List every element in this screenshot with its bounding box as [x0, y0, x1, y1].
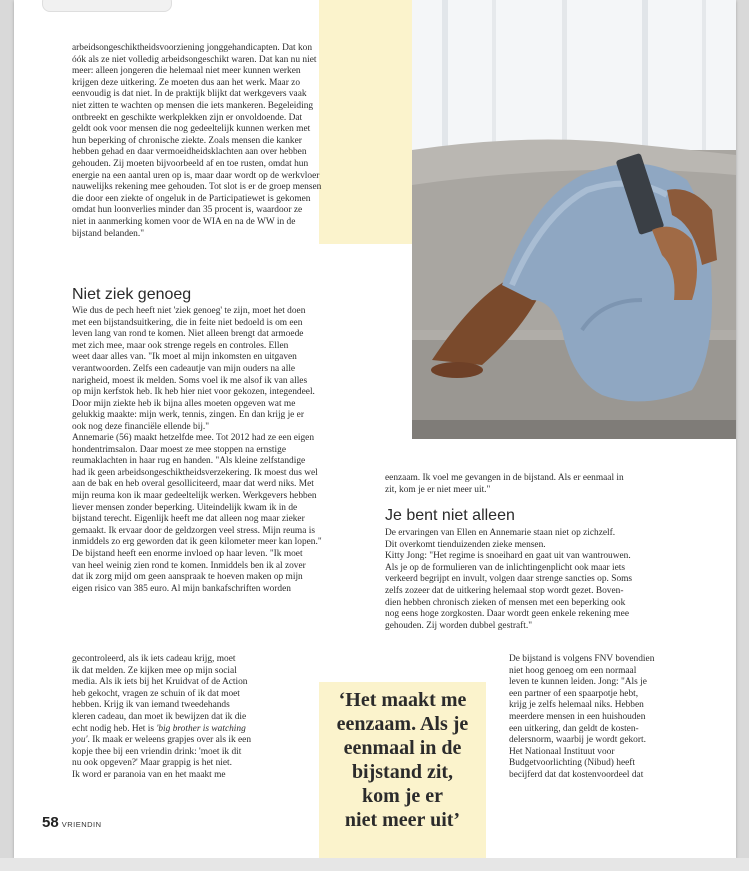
page-tab-decoration: [42, 0, 172, 12]
article-paragraph-ellen: Wie dus de pech heeft niet 'ziek genoeg' te zijn, moet het doen met een bijstandsuitkering, die in feite niet bedoeld is om een leven lang van rond te komen. Niet alleen brengt dat armoede met zich mee, maar ook strenge regels en controles. Ellen weet daar alles van. "Ik moet al mijn inkomsten en uitgaven verantwoorden. Zelfs een cadeautje van mijn ouders na alle narigheid, moest ik melden. Soms voel ik me alsof ik van alles op mijn kerfstok heb. Ik heb hier niet voor gekozen, integendeel. Door mijn ziekte heb ik bijna alles moeten opgeven wat me gelukkig maakte: mijn werk, tennis, zingen. En dan krijg je er ook nog deze financiële ellende bij.": [72, 306, 315, 432]
narrow-text-italic: 'big brother is watching you': [72, 723, 246, 746]
article-paragraph-continuation: eenzaam. Ik voel me gevangen in de bijstand. Als er eenmaal in zit, kom je er niet meer uit.": [385, 473, 624, 495]
page-folio: [42, 814, 102, 832]
article-paragraph-kitty-jong: De ervaringen van Ellen en Annemarie staan niet op zichzelf. Dit overkomt tienduizenden zieke mensen. Kitty Jong: "Het regime is snoeihard en gaat uit van wantrouwen. Als je op de formulieren van de inlichtingenplicht ook maar iets verkeerd begrijpt en invult, volgen daar strenge sancties op. Soms zelfs zozeer dat de uitkering helemaal stop wordt gezet. Boven- dien hebben chronisch zieken of mensen met een beperking ook nog eens hoge zorgkosten. Daar wordt geen enkele rekening mee gehouden. Zij worden dubbel gestraft.": [385, 528, 633, 631]
article-paragraph-narrow: [72, 654, 251, 782]
section-heading-je-bent-niet-alleen: Je bent niet alleen: [385, 507, 515, 524]
article-paragraph-fnv: De bijstand is volgens FNV bovendien niet hoog genoeg om een normaal leven te kunnen leiden. Jong: "Als je een partner of een spaarpotje hebt, krijg je zelfs helemaal niks. Hebben meerdere mensen in een huishouden een uitkering, dan geldt de kosten- delersnorm, waarbij je wordt gekort. Het Nationaal Instituut voor Budgetvoorlichting (Nibud) heeft becijferd dat dat kostenvoordeel dat: [509, 654, 655, 780]
section-heading-niet-ziek-genoeg: Niet ziek genoeg: [72, 286, 192, 303]
narrow-text-a: gecontroleerd, als ik iets cadeau krijg, moet ik dat melden. Ze kijken mee op mijn social media. Als ik iets bij het Kruidvat of de Action heb gekocht, vragen ze schuin of ik dat moet hebben. Krijg ik van iemand tweedehands kleren cadeau, dan moet ik bewijzen dat ik die echt nodig heb. Het is: [72, 654, 248, 734]
page-bottom-edge: [0, 858, 749, 871]
narrow-text-b: . Ik maak er weleens grapjes over als ik een kopje thee bij een vriendin drink: 'moet ik dit nu ook opgeven?' Maar grappig is het niet. Ik word er paranoia van en het maakt me: [72, 735, 252, 780]
yellow-accent-block-top: [319, 0, 416, 244]
magazine-page: [14, 0, 736, 858]
photo-woman-on-sofa: [412, 0, 736, 439]
article-paragraph-intro: arbeidsongeschiktheidsvoorziening jonggehandicapten. Dat kon óók als ze niet volledig arbeidsongeschikt waren. Dat kan nu niet meer: alleen jongeren die helemaal niet meer kunnen werken krijgen deze uitkering. Ze moeten dus aan het werk. Maar zo eenvoudig is dat niet. In de praktijk blijkt dat werkgevers vaak niet zitten te wachten op mensen die iets mankeren. Begeleiding ontbreekt en geschikte werkplekken zijn er onvoldoende. Dat geldt ook voor mensen die nog gedeeltelijk kunnen werken met hun beperking of chronische ziekte. Zoals mensen die kanker hebben gehad en daar vermoeidheidsklachten aan over hebben gehouden. Zij moeten bijvoorbeeld af en toe rusten, omdat hun energie na een aantal uren op is, maar daar wordt op de werkvloer nauwelijks rekening mee gehouden. Tot slot is er de groep mensen die door een ziekte of ongeluk in de Participatiewet is gekomen omdat hun loonverlies minder dan 35 procent is, waardoor ze niet in aanmerking komen voor de WIA en na de WW in de bijstand belanden.": [72, 43, 322, 239]
pull-quote: ‘Het maakt me eenzaam. Als je eenmaal in de bijstand zit, kom je er niet meer uit’: [336, 689, 469, 831]
article-paragraph-annemarie: Annemarie (56) maakt hetzelfde mee. Tot 2012 had ze een eigen hondentrimsalon. Daar moest ze mee stoppen na ernstige reumaklachten in haar rug en handen. "Als kleine zelfstandige had ik geen arbeidsongeschiktheidsverzekering. Ik moest dus wel aan de bak en heb overal gesolliciteerd, maar dat werd niks. Met mijn reuma kon ik maar gedeeltelijk werken. Werkgevers hebben liever mensen zonder beperking. Uiteindelijk kwam ik in de bijstand terecht. Eigenlijk heeft me dat alleen nog maar zieker gemaakt. Ik ervaar door de geldzorgen veel stress. Mijn reuma is inmiddels zo erg geworden dat ik geen kilometer meer kan lopen." De bijstand heeft een enorme invloed op haar leven. "Ik moet van heel weinig zien rond te komen. Inmiddels ben ik al zover dat ik zorg mijd om geen aanspraak te hoeven maken op mijn eigen risico van 385 euro. Al mijn bankafschriften worden: [72, 433, 322, 594]
magazine-name: VRIENDIN: [61, 820, 102, 829]
page-number: 58: [42, 814, 59, 831]
